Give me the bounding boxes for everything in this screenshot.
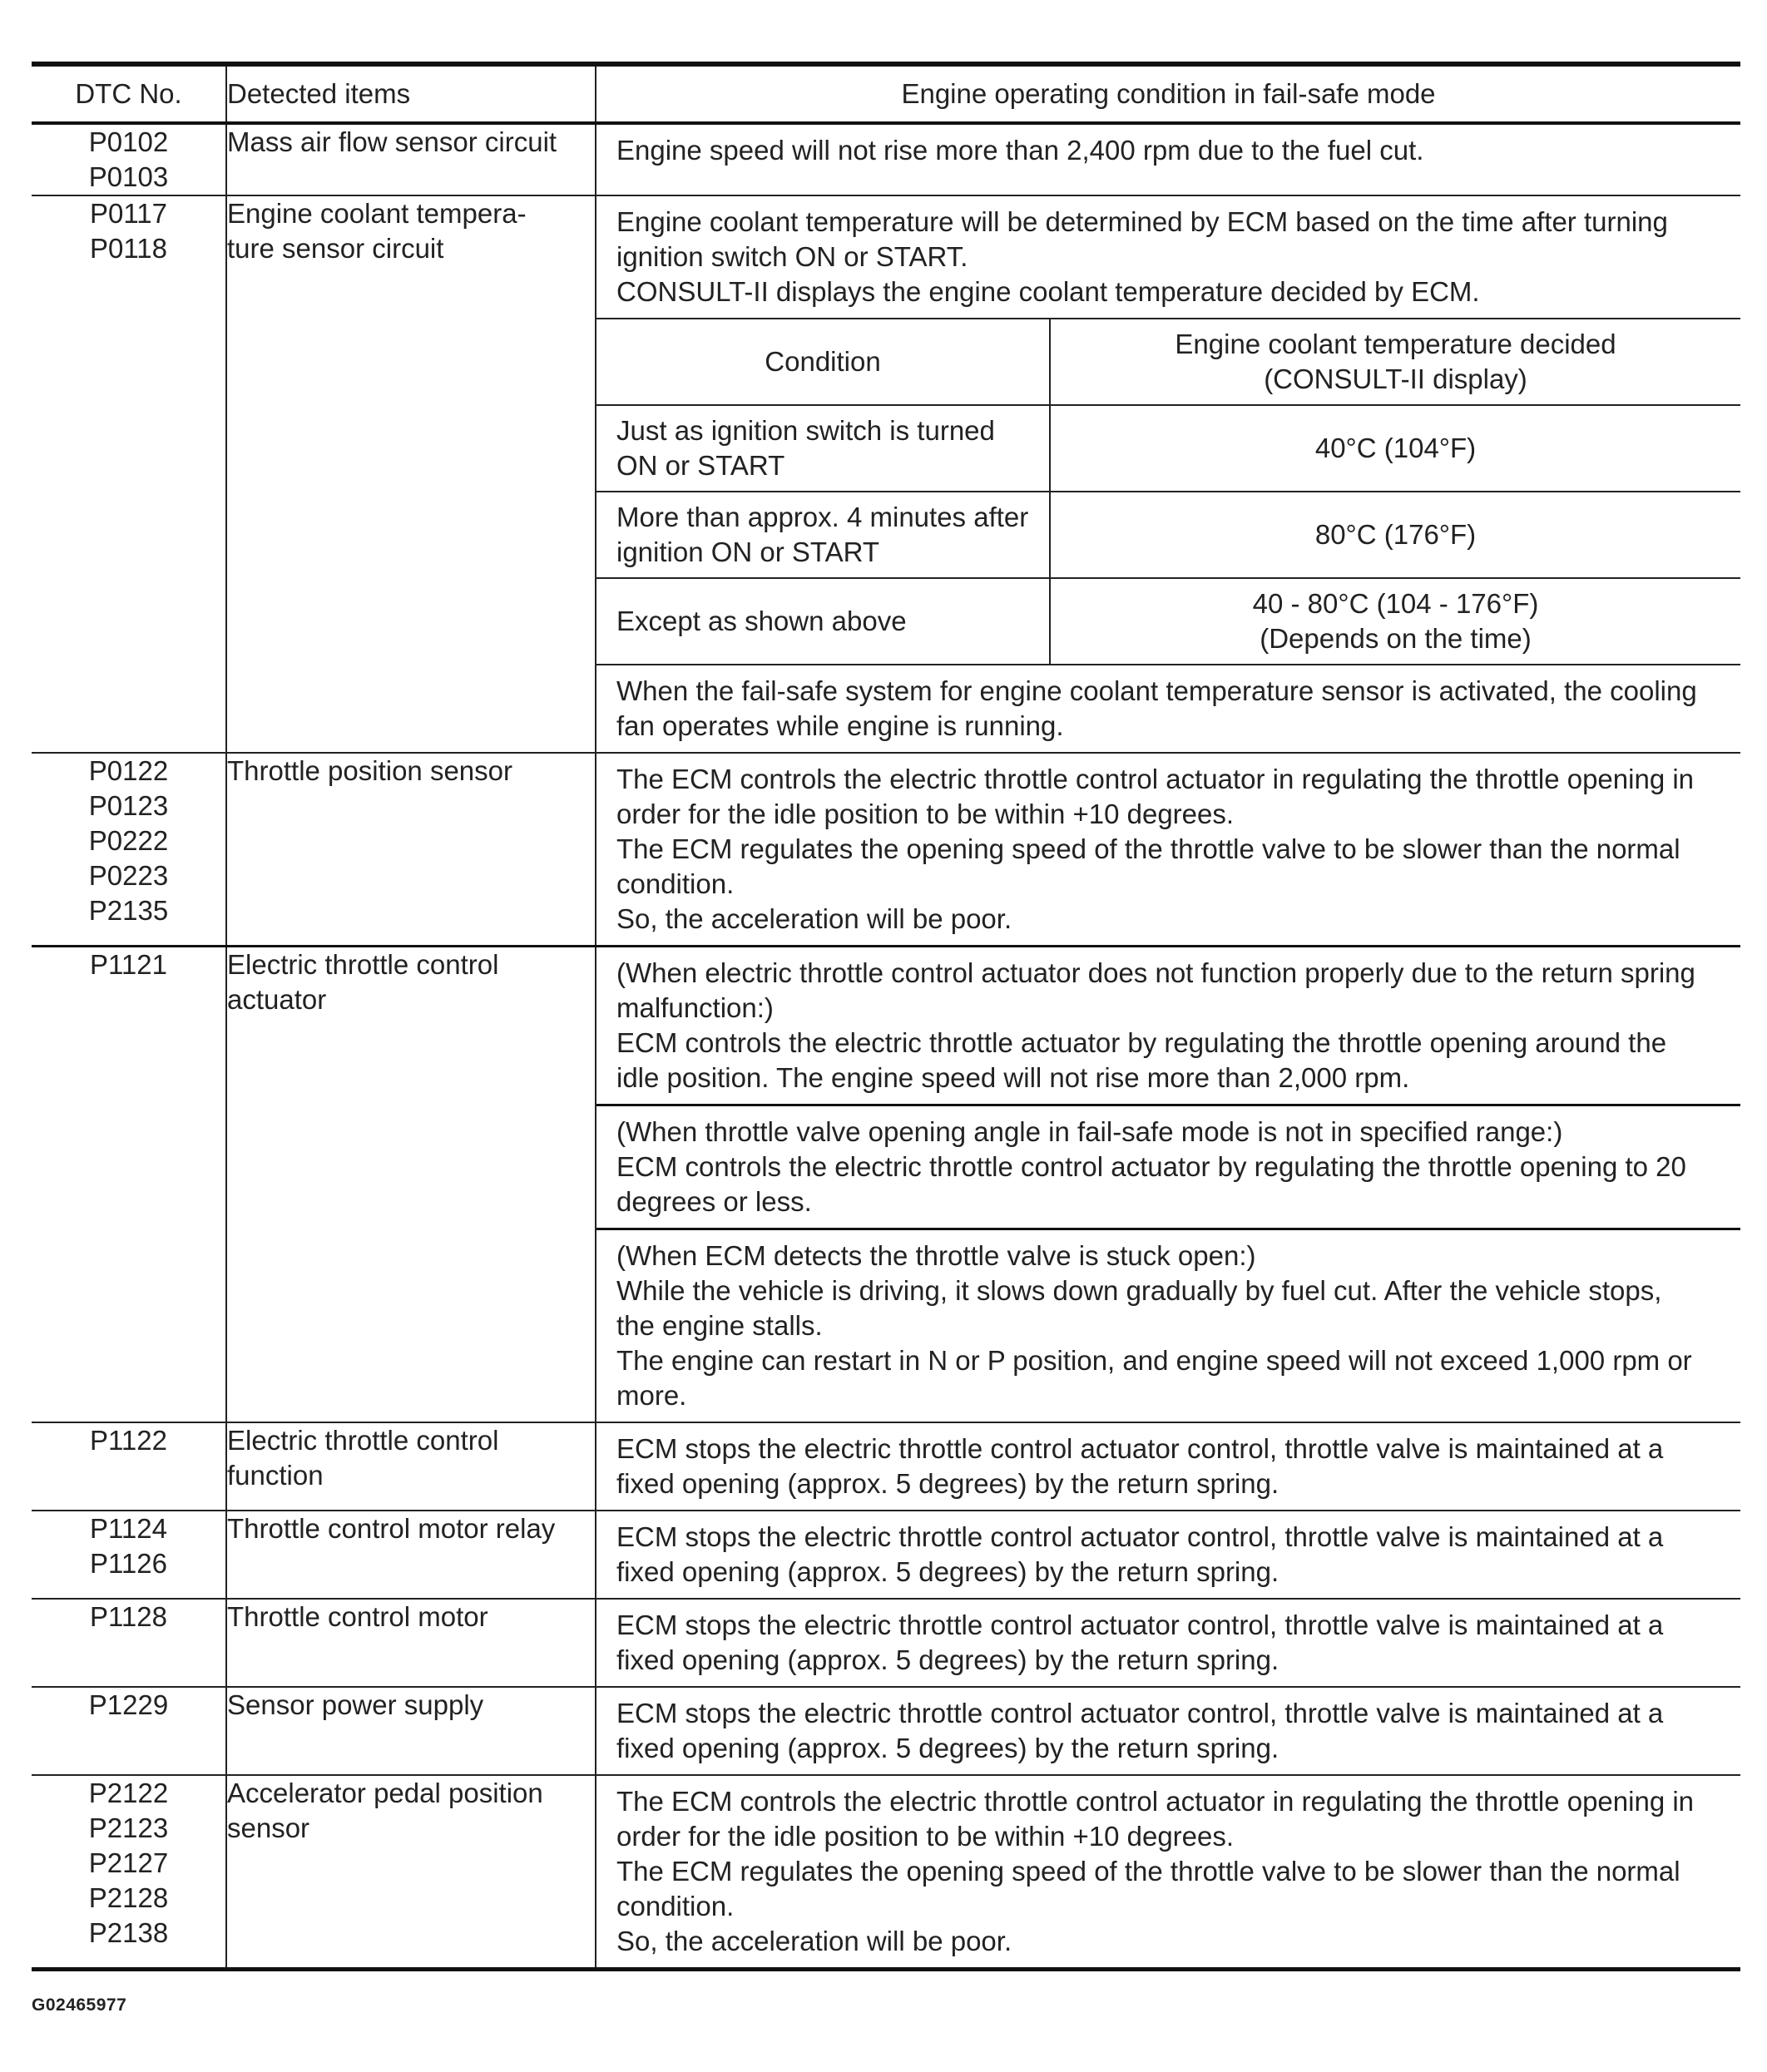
dtc-code: P2127 (88, 1847, 169, 1878)
subtable-condition-line: ignition ON or START (616, 537, 880, 567)
condition-line: The ECM regulates the opening speed of the throttle valve to be slower than the normal (616, 1856, 1680, 1887)
detected-item: Throttle control motor relay (226, 1511, 596, 1599)
dtc-code: P0118 (90, 233, 167, 264)
dtc-code: P1128 (90, 1601, 167, 1632)
condition-text (596, 754, 1740, 945)
table-row (32, 1511, 1740, 1599)
subtable-condition (596, 405, 1050, 492)
detected-item: Mass air flow sensor circuit (226, 123, 596, 195)
condition-line: (When ECM detects the throttle valve is stuck open:) (616, 1240, 1256, 1271)
subtable-temperature (1050, 578, 1740, 664)
dtc-cell (32, 123, 226, 195)
condition-line: more. (616, 1380, 687, 1411)
condition-cell (596, 1687, 1740, 1775)
subtable-header-condition: Condition (596, 319, 1050, 405)
detected-item: Throttle position sensor (226, 753, 596, 947)
subtable-header-temperature (1050, 319, 1740, 405)
subtable-row (596, 492, 1740, 578)
subtable-condition (596, 578, 1050, 664)
condition-cell (596, 753, 1740, 947)
dtc-code: P1229 (88, 1689, 169, 1720)
subtable-row (596, 405, 1740, 492)
condition-cell (596, 123, 1740, 195)
condition-line: fan operates while engine is running. (616, 710, 1064, 741)
condition-line: order for the idle position to be within +10 degrees. (616, 1821, 1235, 1852)
dtc-code: P1126 (90, 1548, 167, 1579)
condition-line: ECM stops the electric throttle control actuator control, throttle valve is maintained at a (616, 1521, 1664, 1552)
detected-item-line: Accelerator pedal position (227, 1778, 543, 1808)
condition-line: ECM stops the electric throttle control actuator control, throttle valve is maintained at a (616, 1433, 1664, 1464)
header-detected-items: Detected items (226, 64, 596, 123)
dtc-code: P2135 (88, 895, 169, 926)
condition-cell (596, 947, 1740, 1423)
subtable-condition (596, 492, 1050, 578)
dtc-cell (32, 947, 226, 1423)
fail-safe-document (32, 62, 1740, 1971)
dtc-code: P0102 (88, 126, 169, 157)
header-dtc: DTC No. (32, 64, 226, 123)
condition-line: (When throttle valve opening angle in fail-safe mode is not in specified range:) (616, 1116, 1563, 1147)
dtc-cell (32, 753, 226, 947)
condition-line: fixed opening (approx. 5 degrees) by the return spring. (616, 1468, 1279, 1499)
condition-cell (596, 1511, 1740, 1599)
condition-line: (When electric throttle control actuator does not function properly due to the return spring (616, 957, 1695, 988)
detected-item: Throttle control motor (226, 1599, 596, 1687)
dtc-code: P0123 (88, 790, 169, 821)
dtc-cell (32, 1599, 226, 1687)
detected-item-line: sensor (227, 1812, 310, 1843)
detected-item: Sensor power supply (226, 1687, 596, 1775)
dtc-code: P1121 (90, 949, 167, 980)
condition-text (596, 1776, 1740, 1967)
subtable-temperature-line: (Depends on the time) (1260, 623, 1532, 654)
dtc-code: P0117 (90, 198, 167, 229)
detected-item-line: Electric throttle control (227, 1425, 499, 1456)
fail-safe-table (32, 62, 1740, 1971)
subtable-condition-line: ON or START (616, 450, 785, 481)
header-engine-condition: Engine operating condition in fail-safe mode (596, 64, 1740, 123)
condition-line: order for the idle position to be within +10 degrees. (616, 799, 1235, 829)
condition-text (596, 1511, 1740, 1598)
dtc-cell (32, 195, 226, 753)
subtable-temperature-line: 40°C (104°F) (1314, 433, 1477, 463)
detected-item-line: Electric throttle control (227, 949, 499, 980)
detected-item (226, 1422, 596, 1511)
condition-line: Engine speed will not rise more than 2,400 rpm due to the fuel cut. (616, 135, 1424, 166)
dtc-code: P0103 (88, 161, 169, 192)
subtable-row (596, 578, 1740, 664)
condition-line: degrees or less. (616, 1186, 812, 1217)
condition-line: fixed opening (approx. 5 degrees) by the return spring. (616, 1556, 1279, 1587)
subtable-temperature-line: 40 - 80°C (104 - 176°F) (1252, 588, 1539, 619)
condition-text (596, 1600, 1740, 1686)
condition-line: ECM controls the electric throttle control actuator by regulating the throttle opening to 20 (616, 1151, 1686, 1182)
table-row (32, 1422, 1740, 1511)
dtc-code: P0222 (88, 825, 169, 856)
detected-item (226, 1775, 596, 1970)
detected-item-line: ture sensor circuit (227, 233, 444, 264)
subtable-condition-line: More than approx. 4 minutes after (616, 502, 1029, 532)
condition-text (596, 125, 1740, 176)
dtc-code: P2122 (88, 1778, 169, 1808)
condition-line: While the vehicle is driving, it slows down gradually by fuel cut. After the vehicle stops, (616, 1275, 1662, 1306)
condition-line: The ECM controls the electric throttle control actuator in regulating the throttle opening in (616, 764, 1695, 794)
condition-line: So, the acceleration will be poor. (616, 903, 1012, 934)
condition-block (596, 947, 1740, 1104)
condition-line: So, the acceleration will be poor. (616, 1926, 1012, 1956)
table-row (32, 947, 1740, 1423)
detected-item-line: function (227, 1460, 324, 1491)
table-header-row (32, 64, 1740, 123)
condition-line: CONSULT-II displays the engine coolant temperature decided by ECM. (616, 276, 1480, 307)
condition-cell (596, 1422, 1740, 1511)
dtc-code: P0122 (88, 755, 169, 786)
figure-id: G02465977 (32, 1995, 127, 2015)
subtable-header-line: (CONSULT-II display) (1264, 363, 1527, 394)
condition-line: condition. (616, 1891, 735, 1921)
condition-line: ECM stops the electric throttle control actuator control, throttle valve is maintained at a (616, 1698, 1664, 1728)
subtable-condition-line: Except as shown above (616, 606, 907, 636)
condition-line: ECM controls the electric throttle actuator by regulating the throttle opening around the (616, 1027, 1667, 1058)
detected-item-line: Engine coolant tempera- (227, 198, 527, 229)
table-row (32, 753, 1740, 947)
condition-line: The engine can restart in N or P position, and engine speed will not exceed 1,000 rpm or (616, 1345, 1692, 1376)
condition-line: idle position. The engine speed will not rise more than 2,000 rpm. (616, 1062, 1410, 1093)
table-row (32, 123, 1740, 195)
subtable-temperature-line: 80°C (176°F) (1314, 519, 1477, 550)
dtc-code: P1124 (90, 1513, 167, 1544)
detected-item-line: actuator (227, 984, 327, 1015)
condition-cell (596, 195, 1740, 753)
dtc-code: P2128 (88, 1882, 169, 1913)
detected-item (226, 947, 596, 1423)
table-row (32, 1687, 1740, 1775)
condition-line: ignition switch ON or START. (616, 241, 968, 272)
dtc-code: P1122 (90, 1425, 167, 1456)
dtc-code: P2123 (88, 1812, 169, 1843)
table-row (32, 1599, 1740, 1687)
condition-text (596, 1688, 1740, 1774)
condition-line: ECM stops the electric throttle control actuator control, throttle valve is maintained at a (616, 1610, 1664, 1640)
subtable-header-line: Engine coolant temperature decided (1175, 329, 1616, 359)
condition-text (596, 1423, 1740, 1510)
subtable-header-row (596, 319, 1740, 405)
condition-note (596, 664, 1740, 752)
condition-block (596, 1104, 1740, 1228)
condition-line: fixed opening (approx. 5 degrees) by the return spring. (616, 1733, 1279, 1763)
dtc-cell (32, 1511, 226, 1599)
condition-line: condition. (616, 868, 735, 899)
condition-line: The ECM regulates the opening speed of the throttle valve to be slower than the normal (616, 833, 1680, 864)
dtc-cell (32, 1775, 226, 1970)
subtable-condition-line: Just as ignition switch is turned (616, 415, 995, 446)
table-row (32, 1775, 1740, 1970)
dtc-code: P0223 (88, 860, 169, 891)
subtable-temperature (1050, 492, 1740, 578)
condition-line: When the fail-safe system for engine coolant temperature sensor is activated, the cooling (616, 675, 1697, 706)
condition-line: fixed opening (approx. 5 degrees) by the return spring. (616, 1644, 1279, 1675)
dtc-code: P2138 (88, 1917, 169, 1948)
condition-block (596, 1228, 1740, 1422)
condition-line: the engine stalls. (616, 1310, 823, 1341)
condition-line: The ECM controls the electric throttle control actuator in regulating the throttle opening in (616, 1786, 1695, 1817)
subtable-temperature (1050, 405, 1740, 492)
coolant-temperature-subtable (596, 318, 1740, 664)
dtc-cell (32, 1422, 226, 1511)
table-row (32, 195, 1740, 753)
condition-line: malfunction:) (616, 992, 774, 1023)
detected-item (226, 195, 596, 753)
condition-cell (596, 1599, 1740, 1687)
condition-line: Engine coolant temperature will be determined by ECM based on the time after turning (616, 206, 1668, 237)
dtc-cell (32, 1687, 226, 1775)
condition-intro (596, 196, 1740, 318)
condition-cell (596, 1775, 1740, 1970)
